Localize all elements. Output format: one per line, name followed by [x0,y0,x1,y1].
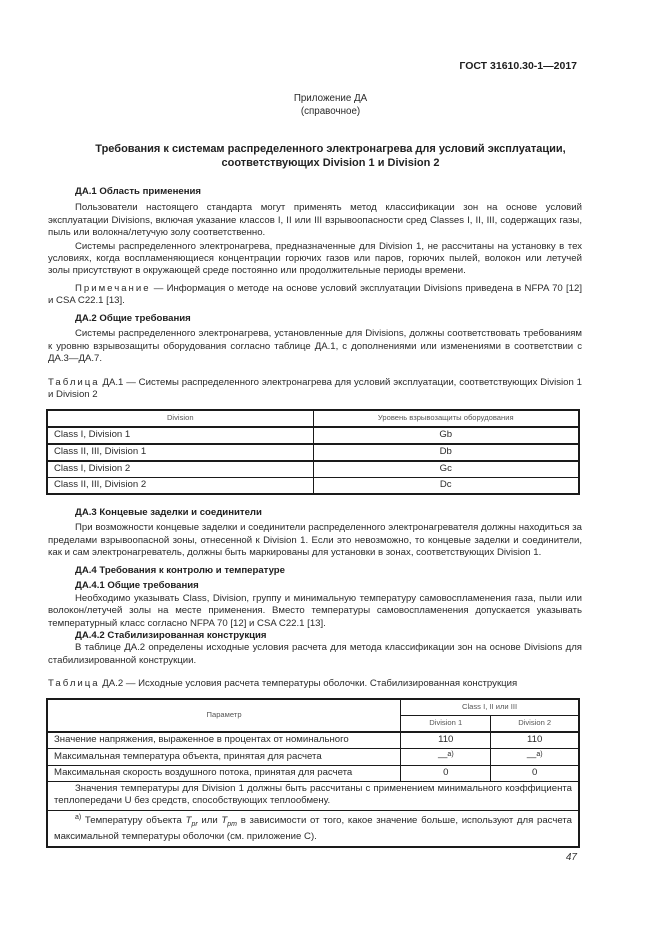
column-header-parameter: Параметр [48,700,401,733]
table-note-row [48,781,579,810]
appendix-subtitle: (справочное) [300,105,361,117]
paragraph: Пользователи настоящего стандарта могут применять метод классификации зон на основе условий эксплуатации Divisions, включая указание классов I, II или III взрывоопасности сред Classes I, II, III, содержащих газы, пыль или волокна/летучую золу соответственно. [48,202,582,239]
document-title-line1: Требования к системам распределенного электронагрева для условий эксплуатации, [95,143,566,155]
document-title [0,142,661,170]
cell-division: Class II, III, Division 1 [48,444,314,461]
table-da1 [47,410,579,494]
cell-value: 0 [491,765,579,781]
cell-value: —$^{a)}$ [491,749,579,766]
section-heading: ДА.4 Требования к контролю и температуре [75,565,286,576]
table-row [48,478,579,494]
section-heading: ДА.1 Область применения [75,186,202,197]
cell-value: 110 [491,732,579,749]
column-group-header: Class I, II или III [401,700,579,716]
paragraph: В таблице ДА.2 определены исходные условия расчета для метода классификации зон на основе Divisions для стабилизированной конструкции. [48,642,582,666]
cell-value: —$^{a)}$ [401,749,491,766]
section-da3 [48,507,582,560]
table1-caption [48,377,582,402]
column-header: Division [48,411,314,428]
paragraph: Системы распределенного электронагрева, установленные для Divisions, должны соответствовать требованиям к уровню взрывозащиты оборудования согласно таблице ДА.1, с дополнениями или изменениями в соответствии с ДА.3—ДА.7. [48,328,582,365]
cell-division: Class II, III, Division 2 [48,478,314,494]
table-note: Значения температуры для Division 1 должны быть рассчитаны с применением минимального коэффициента теплопередачи U без средств, способствующих теплообмену. [48,781,579,810]
cell-division: Class I, Division 1 [48,427,314,444]
cell-division: Class I, Division 2 [48,461,314,478]
caption-label: Таблица [48,377,100,388]
cell-value: 110 [401,732,491,749]
table-header-row [48,411,579,428]
table-footnote-row [48,810,579,846]
table2-caption [48,678,582,690]
table-footnote: $^{a)}$ Температуру объекта $T_{pr}$ или $T_{pm}$ в зависимости от того, какое значение больше, используют для расчета максимальной температуры оболочки (см. приложение С). [48,810,579,846]
caption-text: ДА.2 — Исходные условия расчета температуры оболочки. Стабилизированная конструкция [99,678,518,689]
table-row [48,765,579,781]
table-row [48,461,579,478]
cell-parameter: Значение напряжения, выраженное в процентах от номинального [48,732,401,749]
paragraph: При возможности концевые заделки и соединители распределенного электронагревателя должны находиться за пределами взрывоопасной зоны, отнесенной к Division 1. Если это невозможно, то концевые заделки и соединители, как и сам электронагреватель, должны быть маркированы для установки в зонах, соответствующих Division 1. [48,522,582,559]
paragraph: Системы распределенного электронагрева, предназначенные для Division 1, не рассчитаны на установку в тех условиях, когда воспламеняющиеся концентрации горючих газов или паров, горючих пылей, волокон или летучей золы присутствуют в окружающей среде постоянно или продолжительные периоды времени. [48,240,582,277]
document-title-line2: соответствующих Division 1 и Division 2 [221,157,440,169]
footnote-mark: a) [75,813,82,821]
page-number: 47 [565,852,577,863]
column-header: Division 1 [401,716,491,733]
footnote-ref: a) [536,751,543,758]
cell-epl: Gc [313,461,579,478]
column-header: Уровень взрывозащиты оборудования [313,411,579,428]
cell-epl: Dc [313,478,579,494]
cell-value: 0 [401,765,491,781]
appendix-heading [0,93,661,118]
note-text: — Информация о методе на основе условий эксплуатации Divisions приведена в NFPA 70 [12] и CSA C22.1 [13]. [48,282,582,307]
section-heading: ДА.2 Общие требования [75,313,191,324]
table-da2 [47,699,579,847]
footnote-ref: a) [447,751,454,758]
section-da2 [48,313,582,366]
section-heading: ДА.3 Концевые заделки и соединители [75,507,262,518]
subsection-heading: ДА.4.1 Общие требования [75,580,199,592]
paragraph: Необходимо указывать Class, Division, группу и минимальную температуру самовоспламенения газа, пыли или волокон/летучей золы на месте применения. Вместо температуры самовоспламенения допускается указывать температурный класс согласно NFPA 70 [12] и CSA C22.1 [13]. [48,592,582,629]
cell-epl: Gb [313,427,579,444]
section-da1 [48,186,582,308]
caption-text: ДА.1 — Системы распределенного электронагрева для условий эксплуатации, соответствующих Division 1 и Division 2 [48,377,582,401]
cell-parameter: Максимальная скорость воздушного потока, принятая для расчета [48,765,401,781]
subsection-heading: ДА.4.2 Стабилизированная конструкция [75,630,267,642]
table-row [48,749,579,766]
section-da4 [48,565,582,667]
table-row [48,732,579,749]
table-row [48,427,579,444]
column-header: Division 2 [491,716,579,733]
caption-label: Таблица [48,678,100,689]
standard-id-header: ГОСТ 31610.30-1—2017 [459,60,577,72]
cell-epl: Db [313,444,579,461]
cell-parameter: Максимальная температура объекта, принятая для расчета [48,749,401,766]
note [48,283,582,308]
appendix-title: Приложение ДА [293,93,368,104]
note-label: Примечание [75,282,151,294]
table-row [48,444,579,461]
table-header-row [48,700,579,716]
